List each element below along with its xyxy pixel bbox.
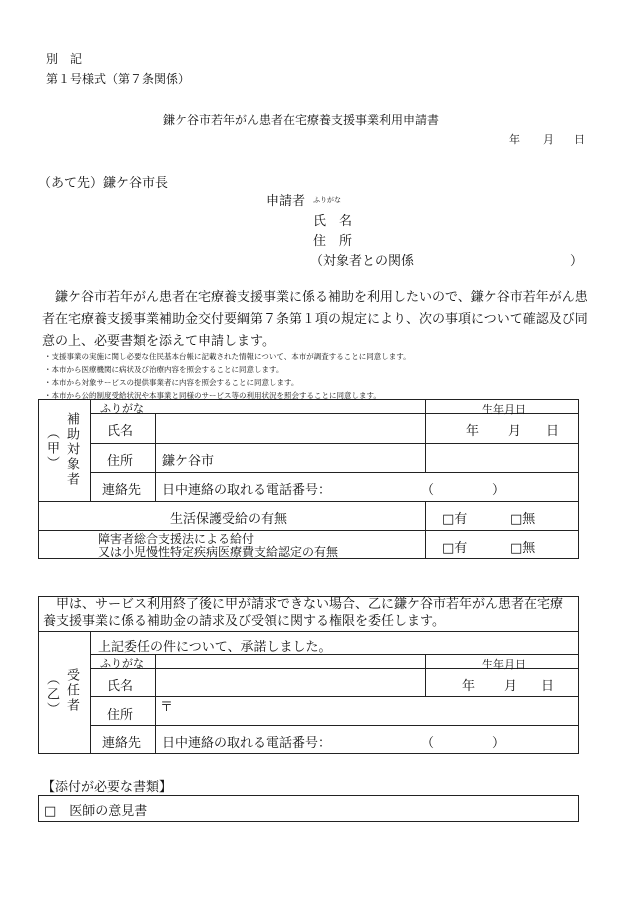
delegate-phone-close: ） <box>492 736 506 751</box>
delegation-text: 甲は、サービス利用終了後に甲が請求できない場合、乙に鎌ケ谷市若年がん患者在宅療養支援事業に係る補助金の請求及び受領に関する権限を委任します。 <box>43 597 564 629</box>
delegate-birth-header: 生年月日 <box>482 658 526 671</box>
delegate-birth-month: 月 <box>504 679 518 694</box>
delegate-contact-label: 連絡先 <box>102 736 142 751</box>
delegate-phone-open: （ <box>421 736 435 751</box>
applicant-name-label: 氏 名 <box>313 214 353 229</box>
subject-address-value: 鎌ケ谷市 <box>162 454 215 469</box>
date-day-label: 日 <box>574 133 585 146</box>
disability-no-checkbox[interactable]: □無 <box>510 541 536 556</box>
delegate-side-label: （乙） <box>44 672 59 717</box>
attachments-heading: 【添付が必要な書類】 <box>42 780 173 795</box>
subject-birth-header: 生年月日 <box>482 403 526 416</box>
applicant-relation-label: （対象者との関係 <box>310 254 415 269</box>
subject-side-sublabel: 補助対象者 <box>64 412 79 487</box>
welfare-label: 生活保護受給の有無 <box>170 512 288 527</box>
addressee: （あて先）鎌ケ谷市長 <box>38 176 169 191</box>
applicant-label: 申請者 <box>266 194 306 209</box>
applicant-address-label: 住 所 <box>313 234 353 249</box>
consent-note-1: ・支援事業の実施に関し必要な住民基本台帳に記載された情報について、本市が調査することに同意します。 <box>44 352 411 361</box>
delegate-accept-text: 上記委任の件について、承諾しました。 <box>98 640 332 655</box>
subject-birth-day: 日 <box>546 424 560 439</box>
subject-side-label: （甲） <box>44 426 59 471</box>
date-month-label: 月 <box>543 133 554 146</box>
form-number: 第１号様式（第７条関係） <box>46 72 191 86</box>
subject-birth-year: 年 <box>466 424 480 439</box>
subject-phone-label: 日中連絡の取れる電話番号： <box>162 483 332 498</box>
applicant-relation-close: ） <box>570 254 584 269</box>
subject-phone-close: ） <box>492 483 506 498</box>
subject-contact-label: 連絡先 <box>102 483 142 498</box>
delegate-birth-year: 年 <box>462 679 476 694</box>
subject-furigana-label: ふりがな <box>100 402 144 415</box>
welfare-yes-checkbox[interactable]: □有 <box>442 512 468 527</box>
subject-birth-month: 月 <box>508 424 522 439</box>
welfare-no-checkbox[interactable]: □無 <box>510 512 536 527</box>
intro-paragraph: 鎌ケ谷市若年がん患者在宅療養支援事業に係る補助を利用したいので、鎌ケ谷市若年がん患者在宅療養支援事業補助金交付要綱第７条第１項の規定により、次の事項について確認及び同意の上、必要書類を添えて申請します。 <box>42 290 588 349</box>
document-title: 鎌ケ谷市若年がん患者在宅療養支援事業利用申請書 <box>163 113 440 127</box>
consent-note-3: ・本市から対象サービスの提供事業者に内容を照会することに同意します。 <box>44 378 299 387</box>
delegate-name-label: 氏名 <box>107 679 134 694</box>
subject-name-label: 氏名 <box>107 424 134 439</box>
subject-phone-open: （ <box>421 483 435 498</box>
delegate-phone-label: 日中連絡の取れる電話番号： <box>162 736 332 751</box>
postal-mark-icon: 〒 <box>160 700 174 715</box>
subject-address-label: 住所 <box>107 454 134 469</box>
delegate-furigana-label: ふりがな <box>100 657 144 670</box>
attachment-item-medical-opinion[interactable]: □ 医師の意見書 <box>44 804 148 819</box>
disability-label-line1: 障害者総合支援法による給付 <box>98 532 255 546</box>
date-year-label: 年 <box>509 133 520 146</box>
consent-note-2: ・本市から医療機関に病状及び治療内容を照会することに同意します。 <box>44 365 284 374</box>
bekki-label: 別 記 <box>46 52 83 66</box>
applicant-furigana-label: ふりがな <box>313 196 341 204</box>
delegate-address-label: 住所 <box>107 708 134 723</box>
delegate-birth-day: 日 <box>541 679 555 694</box>
consent-note-4: ・本市から公的制度受給状況や本事業と同様のサービス等の利用状況を照会することに同意します。 <box>44 391 381 400</box>
disability-yes-checkbox[interactable]: □有 <box>442 541 468 556</box>
disability-label-line2: 又は小児慢性特定疾病医療費支給認定の有無 <box>98 545 339 559</box>
delegate-side-sublabel: 受任者 <box>64 668 79 713</box>
